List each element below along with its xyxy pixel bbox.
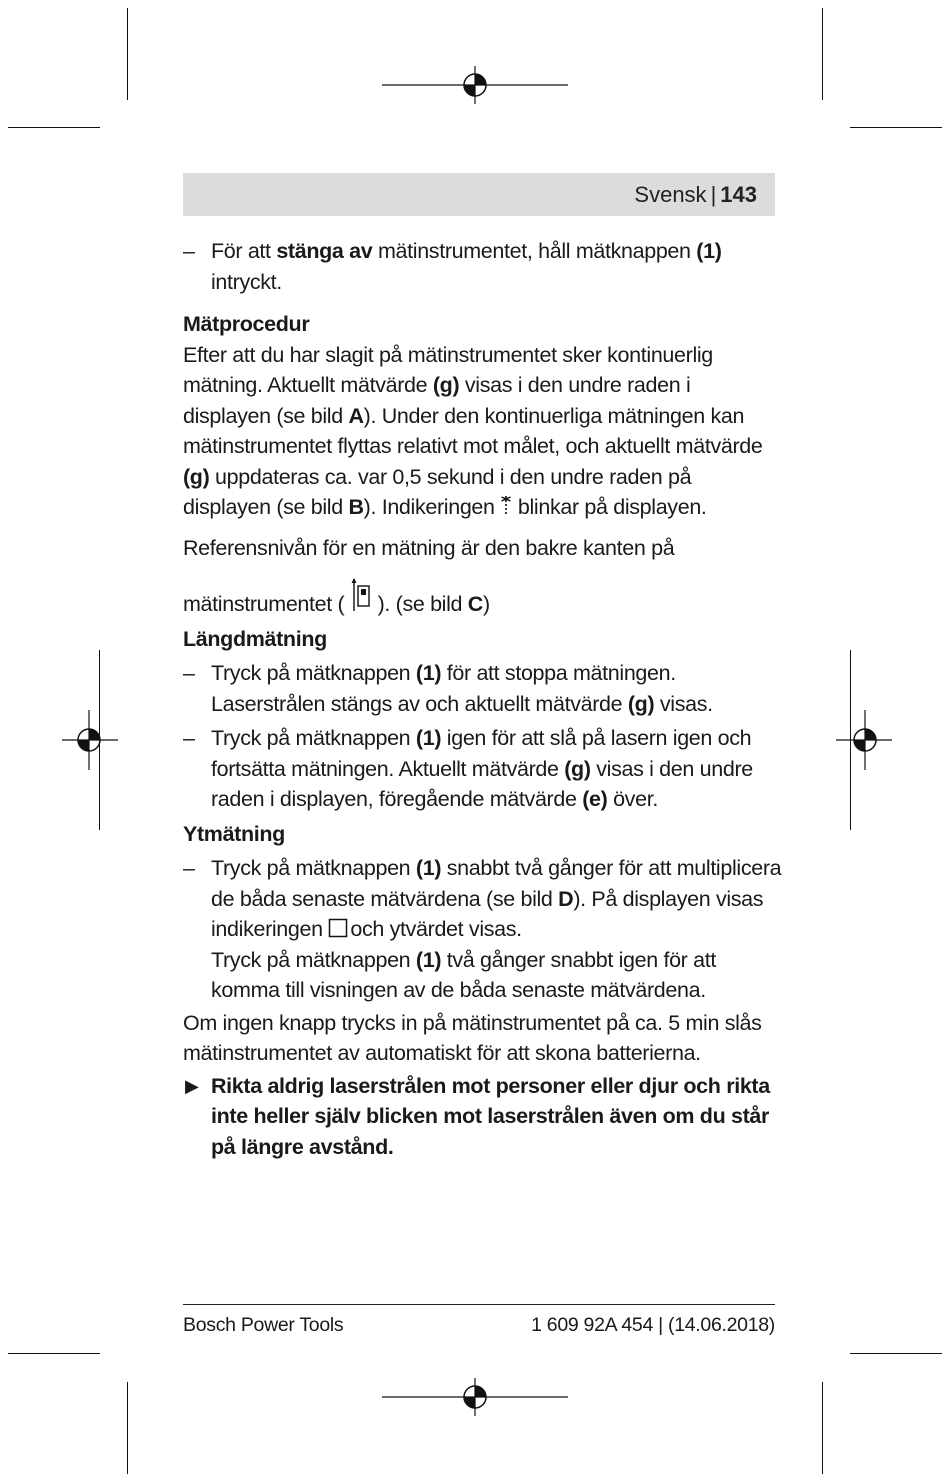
crop-mark: [822, 8, 823, 100]
safety-warning: ▶ Rikta aldrig laserstrålen mot personer eller djur och rikta inte heller själv blicken mot laserstrålen även om du står på längre avstånd.: [183, 1071, 783, 1163]
header-label: Svensk | 143: [634, 182, 757, 207]
header-language: Svensk: [634, 182, 707, 207]
list-item-stop-measuring: – Tryck på mätknappen (1) för att stoppa mätningen. Laserstrålen stängs av och aktuellt mätvärde (g) visas.: [183, 661, 713, 716]
footer-doc-number: 1 609 92A 454 | (14.06.2018): [531, 1314, 775, 1336]
paragraph-reference-level-cont: mätinstrumentet ( ). (se bild C): [183, 577, 783, 620]
crop-mark: [850, 127, 942, 128]
footer-brand: Bosch Power Tools: [183, 1314, 344, 1336]
list-item-area-measuring: – Tryck på mätknappen (1) snabbt två gånger för att multiplicera de båda senaste mätvärdena (se bild D). På displayen visas indikeringen och ytvärdet visas. Tryck på mätknappen (1) två gånger snabbt igen för att komma till visningen av de båda senaste mätvärdena.: [183, 856, 782, 1002]
crosshair-registration-icon: [62, 710, 118, 770]
page-header: [183, 173, 775, 216]
page-number: 143: [720, 182, 757, 207]
heading-matprocedur: Mätprocedur: [183, 312, 310, 336]
crop-mark: [8, 1353, 100, 1354]
list-item-continue-measuring: – Tryck på mätknappen (1) igen för att slå på lasern igen och fortsätta mätningen. Aktuellt mätvärde (g) visas i den undre raden i displayen, föregående mätvärde (e) över.: [183, 726, 753, 811]
paragraph-measuring-procedure: Efter att du har slagit på mätinstrumentet sker kontinuerlig mätning. Aktuellt mätvärde (g) visas i den undre raden i displayen (se bild A). Under den kontinuerliga mätningen kan mätinstrumentet flyttas relativt mot målet, och aktuellt mätvärde (g) uppdateras ca. var 0,5 sekund i den undre raden på displayen (se bild B). Indikeringen blinkar på displayen.: [183, 342, 763, 519]
triangle-bullet-icon: ▶: [185, 1075, 199, 1096]
heading-langdmatning: Längdmätning: [183, 626, 327, 651]
heading-ytmatning: Ytmätning: [183, 821, 285, 846]
paragraph-auto-off: Om ingen knapp trycks in på mätinstrumentet på ca. 5 min slås mätinstrumentet av automatiskt för att skona batterierna.: [183, 1010, 762, 1065]
crosshair-registration-icon: [382, 66, 568, 104]
list-item-turn-off: – För att stänga av mätinstrumentet, håll mätknappen (1) intryckt.: [183, 239, 722, 294]
page-body: [183, 236, 783, 1162]
area-square-icon: [328, 918, 348, 938]
paragraph-reference-level: Referensnivån för en mätning är den bakre kanten på: [183, 535, 675, 560]
page-footer: [183, 1304, 775, 1337]
laser-blink-icon: [500, 495, 512, 517]
crop-mark: [8, 127, 100, 128]
crop-mark: [127, 1382, 128, 1474]
crosshair-registration-icon: [382, 1378, 568, 1416]
rear-reference-icon: [350, 577, 372, 613]
crosshair-registration-icon: [836, 710, 892, 770]
crop-mark: [127, 8, 128, 100]
crop-mark: [850, 1353, 942, 1354]
crop-mark: [822, 1382, 823, 1474]
